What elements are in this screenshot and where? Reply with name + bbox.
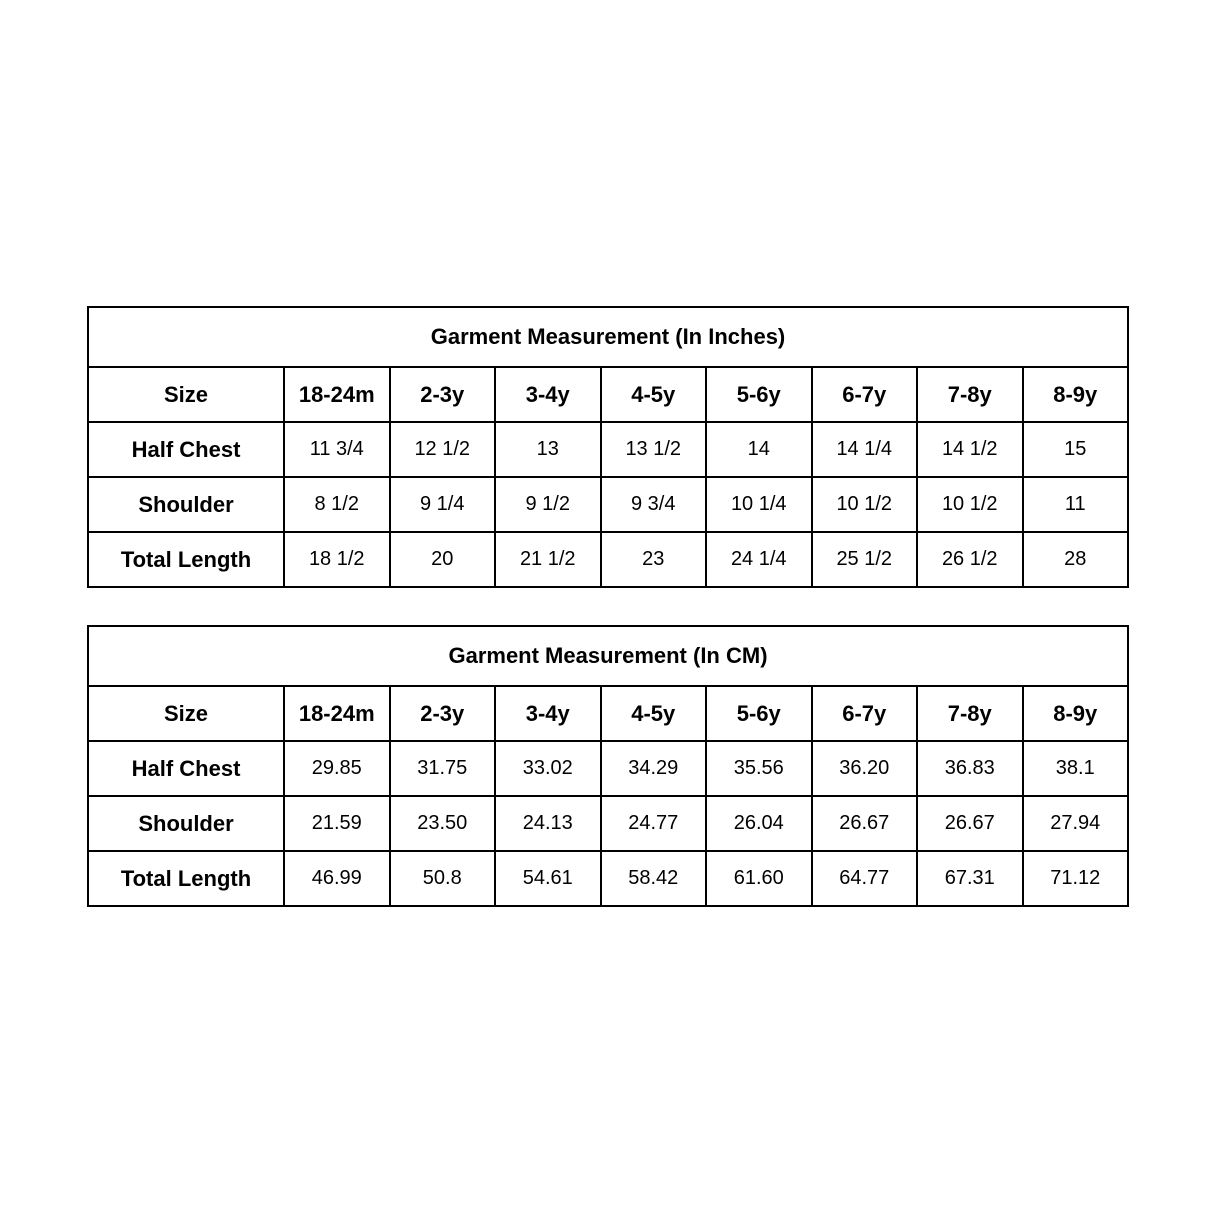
table-cell: 54.61 (495, 851, 601, 906)
row-label: Half Chest (88, 741, 284, 796)
table-cell: 36.20 (812, 741, 918, 796)
size-header: 2-3y (390, 367, 496, 422)
table-cell: 18 1/2 (284, 532, 390, 587)
table-cell: 15 (1023, 422, 1129, 477)
size-header: 7-8y (917, 686, 1023, 741)
table-cell: 14 1/2 (917, 422, 1023, 477)
size-header: 8-9y (1023, 686, 1129, 741)
table-cell: 10 1/4 (706, 477, 812, 532)
table-cell: 20 (390, 532, 496, 587)
table-cell: 58.42 (601, 851, 707, 906)
table-cell: 35.56 (706, 741, 812, 796)
size-header: 8-9y (1023, 367, 1129, 422)
table-cell: 14 1/4 (812, 422, 918, 477)
size-header: 6-7y (812, 686, 918, 741)
table-cell: 61.60 (706, 851, 812, 906)
table-cell: 10 1/2 (812, 477, 918, 532)
table-cell: 28 (1023, 532, 1129, 587)
table-cell: 10 1/2 (917, 477, 1023, 532)
table-cell: 36.83 (917, 741, 1023, 796)
table-row (88, 741, 1128, 796)
row-label: Shoulder (88, 796, 284, 851)
size-header: 6-7y (812, 367, 918, 422)
size-header-row (88, 367, 1128, 422)
size-header: 4-5y (601, 686, 707, 741)
row-label-size: Size (88, 367, 284, 422)
table-cell: 24 1/4 (706, 532, 812, 587)
row-label: Shoulder (88, 477, 284, 532)
measurement-table-inches (87, 306, 1129, 588)
size-header: 2-3y (390, 686, 496, 741)
table-cell: 11 3/4 (284, 422, 390, 477)
table-cell: 8 1/2 (284, 477, 390, 532)
size-header: 18-24m (284, 367, 390, 422)
size-header: 3-4y (495, 367, 601, 422)
size-header: 3-4y (495, 686, 601, 741)
table-cell: 12 1/2 (390, 422, 496, 477)
table-cell: 26.04 (706, 796, 812, 851)
table-cell: 67.31 (917, 851, 1023, 906)
size-header: 4-5y (601, 367, 707, 422)
row-label: Total Length (88, 532, 284, 587)
table-cell: 38.1 (1023, 741, 1129, 796)
row-label: Half Chest (88, 422, 284, 477)
table-title: Garment Measurement (In Inches) (88, 307, 1128, 367)
table-cell: 14 (706, 422, 812, 477)
table-cell: 13 1/2 (601, 422, 707, 477)
table-cell: 13 (495, 422, 601, 477)
table-row (88, 532, 1128, 587)
table-cell: 50.8 (390, 851, 496, 906)
table-cell: 21.59 (284, 796, 390, 851)
size-header: 18-24m (284, 686, 390, 741)
table-row (88, 477, 1128, 532)
table-cell: 11 (1023, 477, 1129, 532)
table-cell: 33.02 (495, 741, 601, 796)
size-header: 5-6y (706, 686, 812, 741)
table-cell: 24.13 (495, 796, 601, 851)
table-cell: 71.12 (1023, 851, 1129, 906)
table-cell: 23 (601, 532, 707, 587)
table-cell: 46.99 (284, 851, 390, 906)
table-cell: 34.29 (601, 741, 707, 796)
table-cell: 26 1/2 (917, 532, 1023, 587)
table-row (88, 796, 1128, 851)
size-header-row (88, 686, 1128, 741)
row-label-size: Size (88, 686, 284, 741)
table-cell: 29.85 (284, 741, 390, 796)
table-title-row (88, 626, 1128, 686)
table-cell: 26.67 (917, 796, 1023, 851)
table-title-row (88, 307, 1128, 367)
size-header: 7-8y (917, 367, 1023, 422)
table-cell: 27.94 (1023, 796, 1129, 851)
table-cell: 64.77 (812, 851, 918, 906)
table-title: Garment Measurement (In CM) (88, 626, 1128, 686)
table-cell: 21 1/2 (495, 532, 601, 587)
table-cell: 26.67 (812, 796, 918, 851)
size-header: 5-6y (706, 367, 812, 422)
table-cell: 9 1/4 (390, 477, 496, 532)
row-label: Total Length (88, 851, 284, 906)
table-row (88, 851, 1128, 906)
table-row (88, 422, 1128, 477)
table-cell: 23.50 (390, 796, 496, 851)
table-cell: 9 3/4 (601, 477, 707, 532)
table-cell: 31.75 (390, 741, 496, 796)
table-cell: 25 1/2 (812, 532, 918, 587)
measurement-table-cm (87, 625, 1129, 907)
table-cell: 9 1/2 (495, 477, 601, 532)
table-cell: 24.77 (601, 796, 707, 851)
